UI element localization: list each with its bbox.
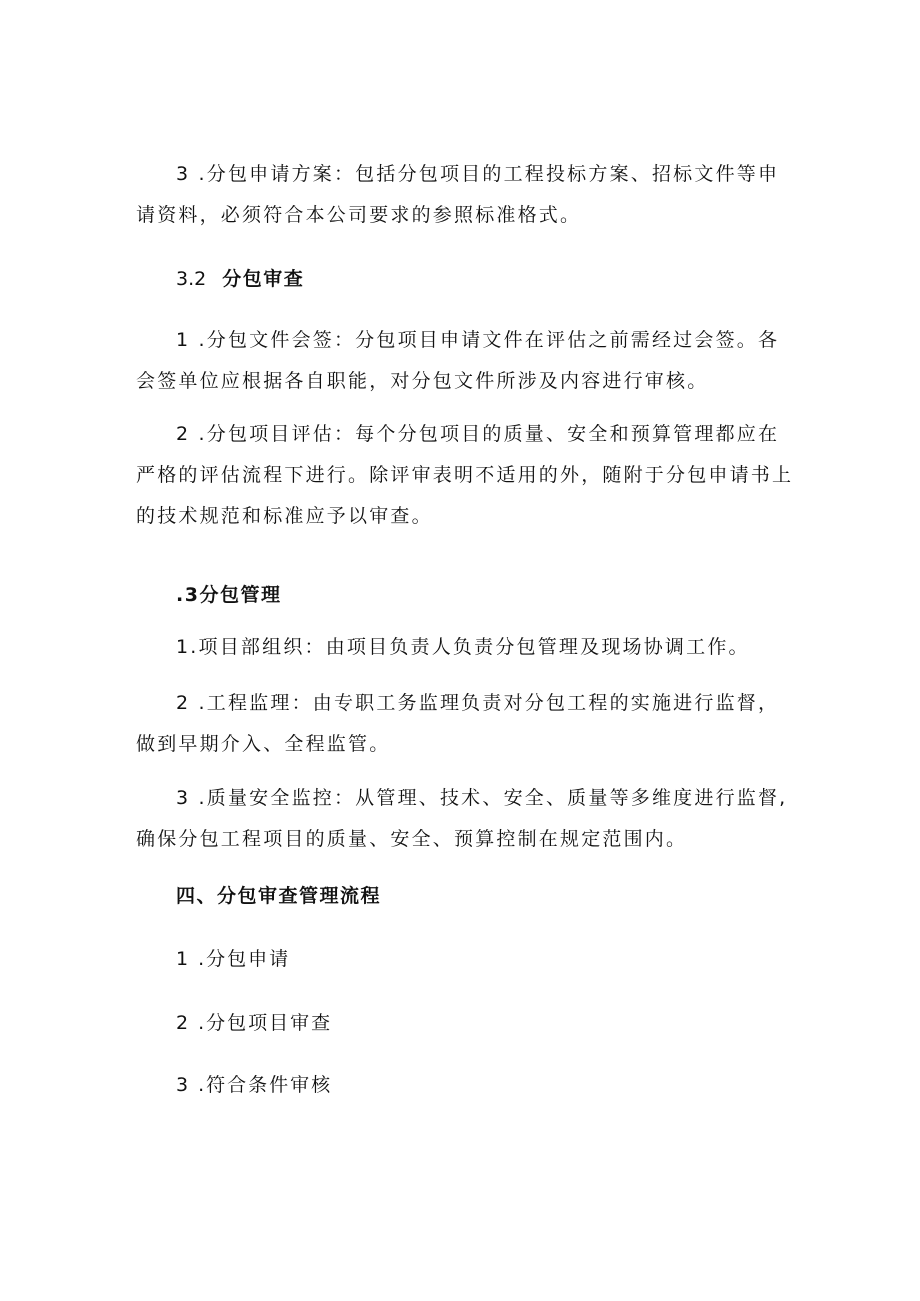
section-title: 分包审查: [222, 268, 305, 290]
section-heading-4: 四、分包审查管理流程: [176, 885, 382, 907]
section-heading-3-3: .3分包管理: [176, 584, 282, 606]
paragraph-project-evaluation: 2 .分包项目评估：每个分包项目的质量、安全和预算管理都应在严格的评估流程下进行。除评审表明不适用的外，随附于分包申请书上的技术规范和标准应予以审查。: [136, 423, 794, 527]
paragraph-quality-safety: 3 .质量安全监控：从管理、技术、安全、质量等多维度进行监督,确保分包工程项目的质量、安全、预算控制在规定范围内。: [136, 787, 788, 850]
list-item-review: 2 .分包项目审查: [176, 1012, 333, 1034]
paragraph-application-plan: 3 .分包申请方案：包括分包项目的工程投标方案、招标文件等申请资料，必须符合本公司要求的参照标准格式。: [136, 163, 780, 226]
list-item-application: 1 .分包申请: [176, 948, 291, 970]
section-heading-3-2: [176, 264, 304, 294]
paragraph-project-organization: 1.项目部组织：由项目负责人负责分包管理及现场协调工作。: [176, 636, 750, 658]
section-number: 3.2: [176, 268, 207, 290]
paragraph-document-signoff: 1 .分包文件会签：分包项目申请文件在评估之前需经过会签。各会签单位应根据各自职能，对分包文件所涉及内容进行审核。: [136, 329, 780, 392]
paragraph-engineering-supervision: 2 .工程监理：由专职工务监理负责对分包工程的实施进行监督，做到早期介入、全程监管。: [136, 692, 780, 755]
list-item-qualification: 3 .符合条件审核: [176, 1074, 333, 1096]
